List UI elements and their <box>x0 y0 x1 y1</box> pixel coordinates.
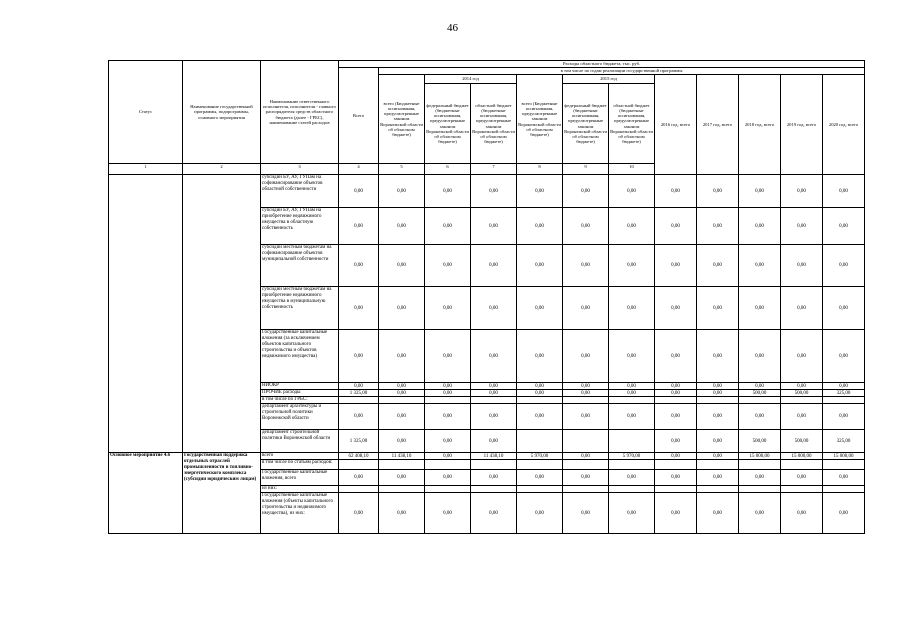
header-regional-2014: областной бюджет (бюджетные ассигнования, предусмотренные законом Воронежской области об областном бюджете) <box>471 84 517 164</box>
row-description: в том числе по ГРБС: <box>261 397 339 404</box>
row-value <box>609 460 655 470</box>
row-value <box>517 486 563 493</box>
row-value: 0,00 <box>425 175 471 208</box>
row-description: департамент архитектуры и строительной политики Воронежской области <box>261 404 339 430</box>
row-description: субсидии БУ, АУ, ГУПам на приобретение недвижимого имущества в областную собственность <box>261 208 339 245</box>
header-expenses-sub: в том числе по годам реализации государственной программы <box>379 68 865 75</box>
header-year-2014: 2014 год <box>425 75 517 84</box>
row-value <box>655 397 697 404</box>
column-number: 9 <box>563 164 609 175</box>
header-program-name: Наименование государственной программы, подпрограммы, основного мероприятия <box>183 61 261 164</box>
row-value: 0,00 <box>697 330 739 383</box>
row-value: 0,00 <box>379 404 425 430</box>
row-value: 0,00 <box>425 287 471 330</box>
row-value <box>697 460 739 470</box>
row-value <box>425 397 471 404</box>
row-description: из них: <box>261 486 339 493</box>
row-value: 0,00 <box>339 404 379 430</box>
row-value: 0,00 <box>655 383 697 390</box>
row-value: 0,00 <box>609 470 655 486</box>
row-description: субсидии БУ, АУ, ГУПам на софинансирование объектов областной собственности <box>261 175 339 208</box>
row-value: 0,00 <box>739 493 781 534</box>
row-value: 0,00 <box>471 493 517 534</box>
row-value: 0,00 <box>823 383 865 390</box>
row-value: 0,00 <box>823 208 865 245</box>
row-value: 0,00 <box>697 287 739 330</box>
row-value: 0,00 <box>471 430 517 453</box>
row-description: Государственные капитальные вложения (объекты капитального строительства и недвижимого имущества), из них: <box>261 493 339 534</box>
row-value: 5 970,00 <box>517 453 563 460</box>
row-value <box>425 486 471 493</box>
budget-table <box>108 60 865 534</box>
row-value: 62 408,10 <box>339 453 379 460</box>
row-value <box>339 486 379 493</box>
column-number: 10 <box>609 164 655 175</box>
header-status: Статус <box>109 61 183 164</box>
row-value: 0,00 <box>471 245 517 287</box>
row-value: 0,00 <box>517 287 563 330</box>
row-value: 0,00 <box>609 208 655 245</box>
row-value: 0,00 <box>425 430 471 453</box>
row-value: 0,00 <box>563 287 609 330</box>
row-value: 0,00 <box>697 245 739 287</box>
row-value: 0,00 <box>563 330 609 383</box>
row-value: 0,00 <box>697 470 739 486</box>
row-value: 0,00 <box>781 383 823 390</box>
row-value: 0,00 <box>655 390 697 397</box>
row-value <box>339 460 379 470</box>
row-value: 0,00 <box>739 330 781 383</box>
row-value <box>823 397 865 404</box>
header-expenses: Расходы областного бюджета, тыс. руб. <box>339 61 865 68</box>
row-value <box>563 486 609 493</box>
header-federal-2014: федеральный бюджет (бюджетные ассигнования, предусмотренные законом Воронежской области об областном бюджете) <box>425 84 471 164</box>
row-value <box>563 460 609 470</box>
row-value: 0,00 <box>655 404 697 430</box>
header-2016: 2016 год, всего <box>655 75 697 175</box>
row-value <box>339 397 379 404</box>
row-value: 0,00 <box>739 175 781 208</box>
row-value: 0,00 <box>379 208 425 245</box>
row-value: 0,00 <box>425 470 471 486</box>
main-event-name: Государственная поддержка отдельных отраслей промышленности в топливно-энергетического комплекса (субсидии юридическим лицам) <box>183 453 261 534</box>
row-value: 325,00 <box>823 430 865 453</box>
row-value: 0,00 <box>379 245 425 287</box>
header-total: Всего <box>339 68 379 164</box>
row-value: 0,00 <box>517 470 563 486</box>
row-description: департамент строительной политики Воронежской области <box>261 430 339 453</box>
row-value: 0,00 <box>425 208 471 245</box>
row-value: 0,00 <box>781 493 823 534</box>
row-value: 0,00 <box>379 470 425 486</box>
row-value: 0,00 <box>697 175 739 208</box>
row-value: 0,00 <box>425 245 471 287</box>
row-value: 0,00 <box>517 493 563 534</box>
row-value: 0,00 <box>471 390 517 397</box>
row-value: 0,00 <box>425 390 471 397</box>
row-value: 0,00 <box>697 383 739 390</box>
row-value: 0,00 <box>425 404 471 430</box>
row-value: 0,00 <box>823 493 865 534</box>
row-value: 0,00 <box>425 453 471 460</box>
row-value: 0,00 <box>823 287 865 330</box>
row-value: 0,00 <box>609 404 655 430</box>
row-value <box>781 397 823 404</box>
row-value: 0,00 <box>781 330 823 383</box>
row-value: 0,00 <box>379 383 425 390</box>
row-value: 0,00 <box>609 245 655 287</box>
row-value: 0,00 <box>379 287 425 330</box>
row-value <box>609 397 655 404</box>
row-value <box>471 397 517 404</box>
row-value: 0,00 <box>379 390 425 397</box>
row-description: Государственные капитальные вложения, всего <box>261 470 339 486</box>
row-value <box>697 397 739 404</box>
row-value: 0,00 <box>739 404 781 430</box>
row-value: 0,00 <box>655 470 697 486</box>
row-value: 15 000,00 <box>739 453 781 460</box>
header-2019: 2019 год, всего <box>781 75 823 175</box>
row-value: 0,00 <box>563 208 609 245</box>
row-value <box>379 460 425 470</box>
table-row <box>109 453 865 460</box>
row-value: 0,00 <box>781 404 823 430</box>
row-value: 0,00 <box>781 245 823 287</box>
column-number: 4 <box>339 164 379 175</box>
row-value: 0,00 <box>425 493 471 534</box>
row-value: 15 000,00 <box>823 453 865 460</box>
row-value: 0,00 <box>563 390 609 397</box>
row-value <box>739 397 781 404</box>
row-value: 0,00 <box>339 208 379 245</box>
row-value: 0,00 <box>739 245 781 287</box>
status-cell-empty <box>109 175 183 453</box>
table-row <box>109 175 865 208</box>
main-event-status: Основное мероприятие 4.6 <box>109 453 183 534</box>
row-value: 0,00 <box>781 470 823 486</box>
row-value: 0,00 <box>517 245 563 287</box>
row-value: 0,00 <box>823 470 865 486</box>
row-value: 0,00 <box>823 404 865 430</box>
row-value: 0,00 <box>517 175 563 208</box>
row-value: 0,00 <box>563 383 609 390</box>
row-value: 0,00 <box>823 175 865 208</box>
row-value <box>563 430 609 453</box>
row-value: 0,00 <box>517 383 563 390</box>
header-2020: 2020 год, всего <box>823 75 865 175</box>
row-value: 0,00 <box>425 383 471 390</box>
row-value <box>823 460 865 470</box>
row-value: 325,00 <box>823 390 865 397</box>
row-value <box>517 430 563 453</box>
row-value <box>517 397 563 404</box>
row-value <box>781 486 823 493</box>
row-value: 0,00 <box>471 287 517 330</box>
row-value: 0,00 <box>379 175 425 208</box>
row-value <box>471 486 517 493</box>
row-value: 0,00 <box>655 175 697 208</box>
row-value: 0,00 <box>781 287 823 330</box>
row-value: 0,00 <box>697 430 739 453</box>
row-value <box>697 486 739 493</box>
page-number: 46 <box>447 22 458 34</box>
column-number: 5 <box>379 164 425 175</box>
row-description: субсидии местным бюджетам на софинансирование объектов муниципальной собственности <box>261 245 339 287</box>
header-year-2015: 2015 год <box>563 75 655 84</box>
row-value: 0,00 <box>471 470 517 486</box>
row-value: 0,00 <box>471 330 517 383</box>
row-value: 0,00 <box>563 245 609 287</box>
row-description: ПРОЧИЕ расходы <box>261 390 339 397</box>
column-number: 1 <box>109 164 183 175</box>
header-responsible: Наименование ответственного исполнителя, исполнителя - главного распорядителя средств областного бюджета (далее - ГРБС), наименование статей расходов <box>261 61 339 164</box>
row-value: 0,00 <box>739 287 781 330</box>
row-value <box>471 460 517 470</box>
row-value <box>425 460 471 470</box>
row-value: 0,00 <box>739 470 781 486</box>
header-2017: 2017 год, всего <box>697 75 739 175</box>
row-value: 0,00 <box>517 208 563 245</box>
row-value: 0,00 <box>471 383 517 390</box>
row-value <box>739 460 781 470</box>
row-value: 0,00 <box>655 287 697 330</box>
row-value: 500,00 <box>739 390 781 397</box>
row-value: 0,00 <box>563 493 609 534</box>
row-value: 0,00 <box>339 175 379 208</box>
row-value: 11 438,10 <box>471 453 517 460</box>
row-value <box>379 397 425 404</box>
row-value: 0,00 <box>339 330 379 383</box>
row-value: 0,00 <box>563 453 609 460</box>
row-value: 0,00 <box>339 287 379 330</box>
row-value: 0,00 <box>823 245 865 287</box>
row-value <box>517 460 563 470</box>
row-value: 0,00 <box>339 245 379 287</box>
row-value: 0,00 <box>379 430 425 453</box>
program-cell-empty <box>183 175 261 453</box>
row-value: 0,00 <box>781 208 823 245</box>
row-value: 0,00 <box>655 245 697 287</box>
column-number: 8 <box>517 164 563 175</box>
row-value: 0,00 <box>655 453 697 460</box>
header-total-2014: всего (Бюджетные ассигнования, предусмотренные законом Воронежской области об областном бюджете) <box>379 75 425 164</box>
row-value <box>609 430 655 453</box>
row-value: 0,00 <box>655 330 697 383</box>
row-description: субсидии местным бюджетам на приобретение недвижимого имущества в муниципальную собственность <box>261 287 339 330</box>
row-value: 1 325,00 <box>339 390 379 397</box>
row-description: всего <box>261 453 339 460</box>
row-value: 0,00 <box>781 175 823 208</box>
row-value: 11 438,10 <box>379 453 425 460</box>
row-value: 0,00 <box>697 208 739 245</box>
row-value: 0,00 <box>517 390 563 397</box>
row-value: 0,00 <box>697 493 739 534</box>
row-value: 0,00 <box>609 383 655 390</box>
row-value: 0,00 <box>609 493 655 534</box>
row-value <box>655 460 697 470</box>
row-description: НИОКР <box>261 383 339 390</box>
column-number: 6 <box>425 164 471 175</box>
row-value <box>823 486 865 493</box>
header-2018: 2018 год, всего <box>739 75 781 175</box>
row-value: 0,00 <box>609 390 655 397</box>
row-value <box>655 486 697 493</box>
row-value: 0,00 <box>655 493 697 534</box>
column-number: 7 <box>471 164 517 175</box>
row-value <box>781 460 823 470</box>
row-value <box>379 486 425 493</box>
row-value: 0,00 <box>471 208 517 245</box>
row-value: 0,00 <box>425 330 471 383</box>
row-value: 0,00 <box>379 493 425 534</box>
row-value: 5 970,00 <box>609 453 655 460</box>
row-value: 1 325,00 <box>339 430 379 453</box>
header-regional-2015: областной бюджет (бюджетные ассигнования, предусмотренные законом Воронежской области об областном бюджете) <box>609 84 655 164</box>
column-number: 3 <box>261 164 339 175</box>
row-value: 15 000,00 <box>781 453 823 460</box>
row-value: 0,00 <box>823 330 865 383</box>
row-description: Государственные капитальные вложения (за исключением объектов капитального строительства и объектов недвижимого имущества) <box>261 330 339 383</box>
row-value: 0,00 <box>339 493 379 534</box>
row-value: 0,00 <box>471 175 517 208</box>
header-federal-2015: федеральный бюджет (бюджетные ассигнования, предусмотренные законом Воронежской области об областном бюджете) <box>563 84 609 164</box>
row-value: 0,00 <box>339 470 379 486</box>
row-value: 0,00 <box>517 404 563 430</box>
row-value: 0,00 <box>339 383 379 390</box>
row-value: 0,00 <box>517 330 563 383</box>
row-value: 0,00 <box>655 430 697 453</box>
row-value: 500,00 <box>781 390 823 397</box>
row-value: 0,00 <box>609 330 655 383</box>
row-value: 500,00 <box>739 430 781 453</box>
row-value: 0,00 <box>609 175 655 208</box>
row-value <box>739 486 781 493</box>
row-value <box>609 486 655 493</box>
row-value: 0,00 <box>697 404 739 430</box>
row-value: 0,00 <box>563 404 609 430</box>
header-total-2015: всего (Бюджетные ассигнования, предусмотренные законом Воронежской области об областном бюджете) <box>517 75 563 164</box>
row-value: 0,00 <box>563 470 609 486</box>
row-value: 0,00 <box>655 208 697 245</box>
row-value: 0,00 <box>739 383 781 390</box>
row-value: 500,00 <box>781 430 823 453</box>
row-description: в том числе по статьям расходов: <box>261 460 339 470</box>
row-value: 0,00 <box>609 287 655 330</box>
row-value: 0,00 <box>697 453 739 460</box>
row-value: 0,00 <box>563 175 609 208</box>
row-value <box>563 397 609 404</box>
row-value: 0,00 <box>697 390 739 397</box>
row-value: 0,00 <box>379 330 425 383</box>
column-number: 2 <box>183 164 261 175</box>
row-value: 0,00 <box>739 208 781 245</box>
row-value: 0,00 <box>471 404 517 430</box>
